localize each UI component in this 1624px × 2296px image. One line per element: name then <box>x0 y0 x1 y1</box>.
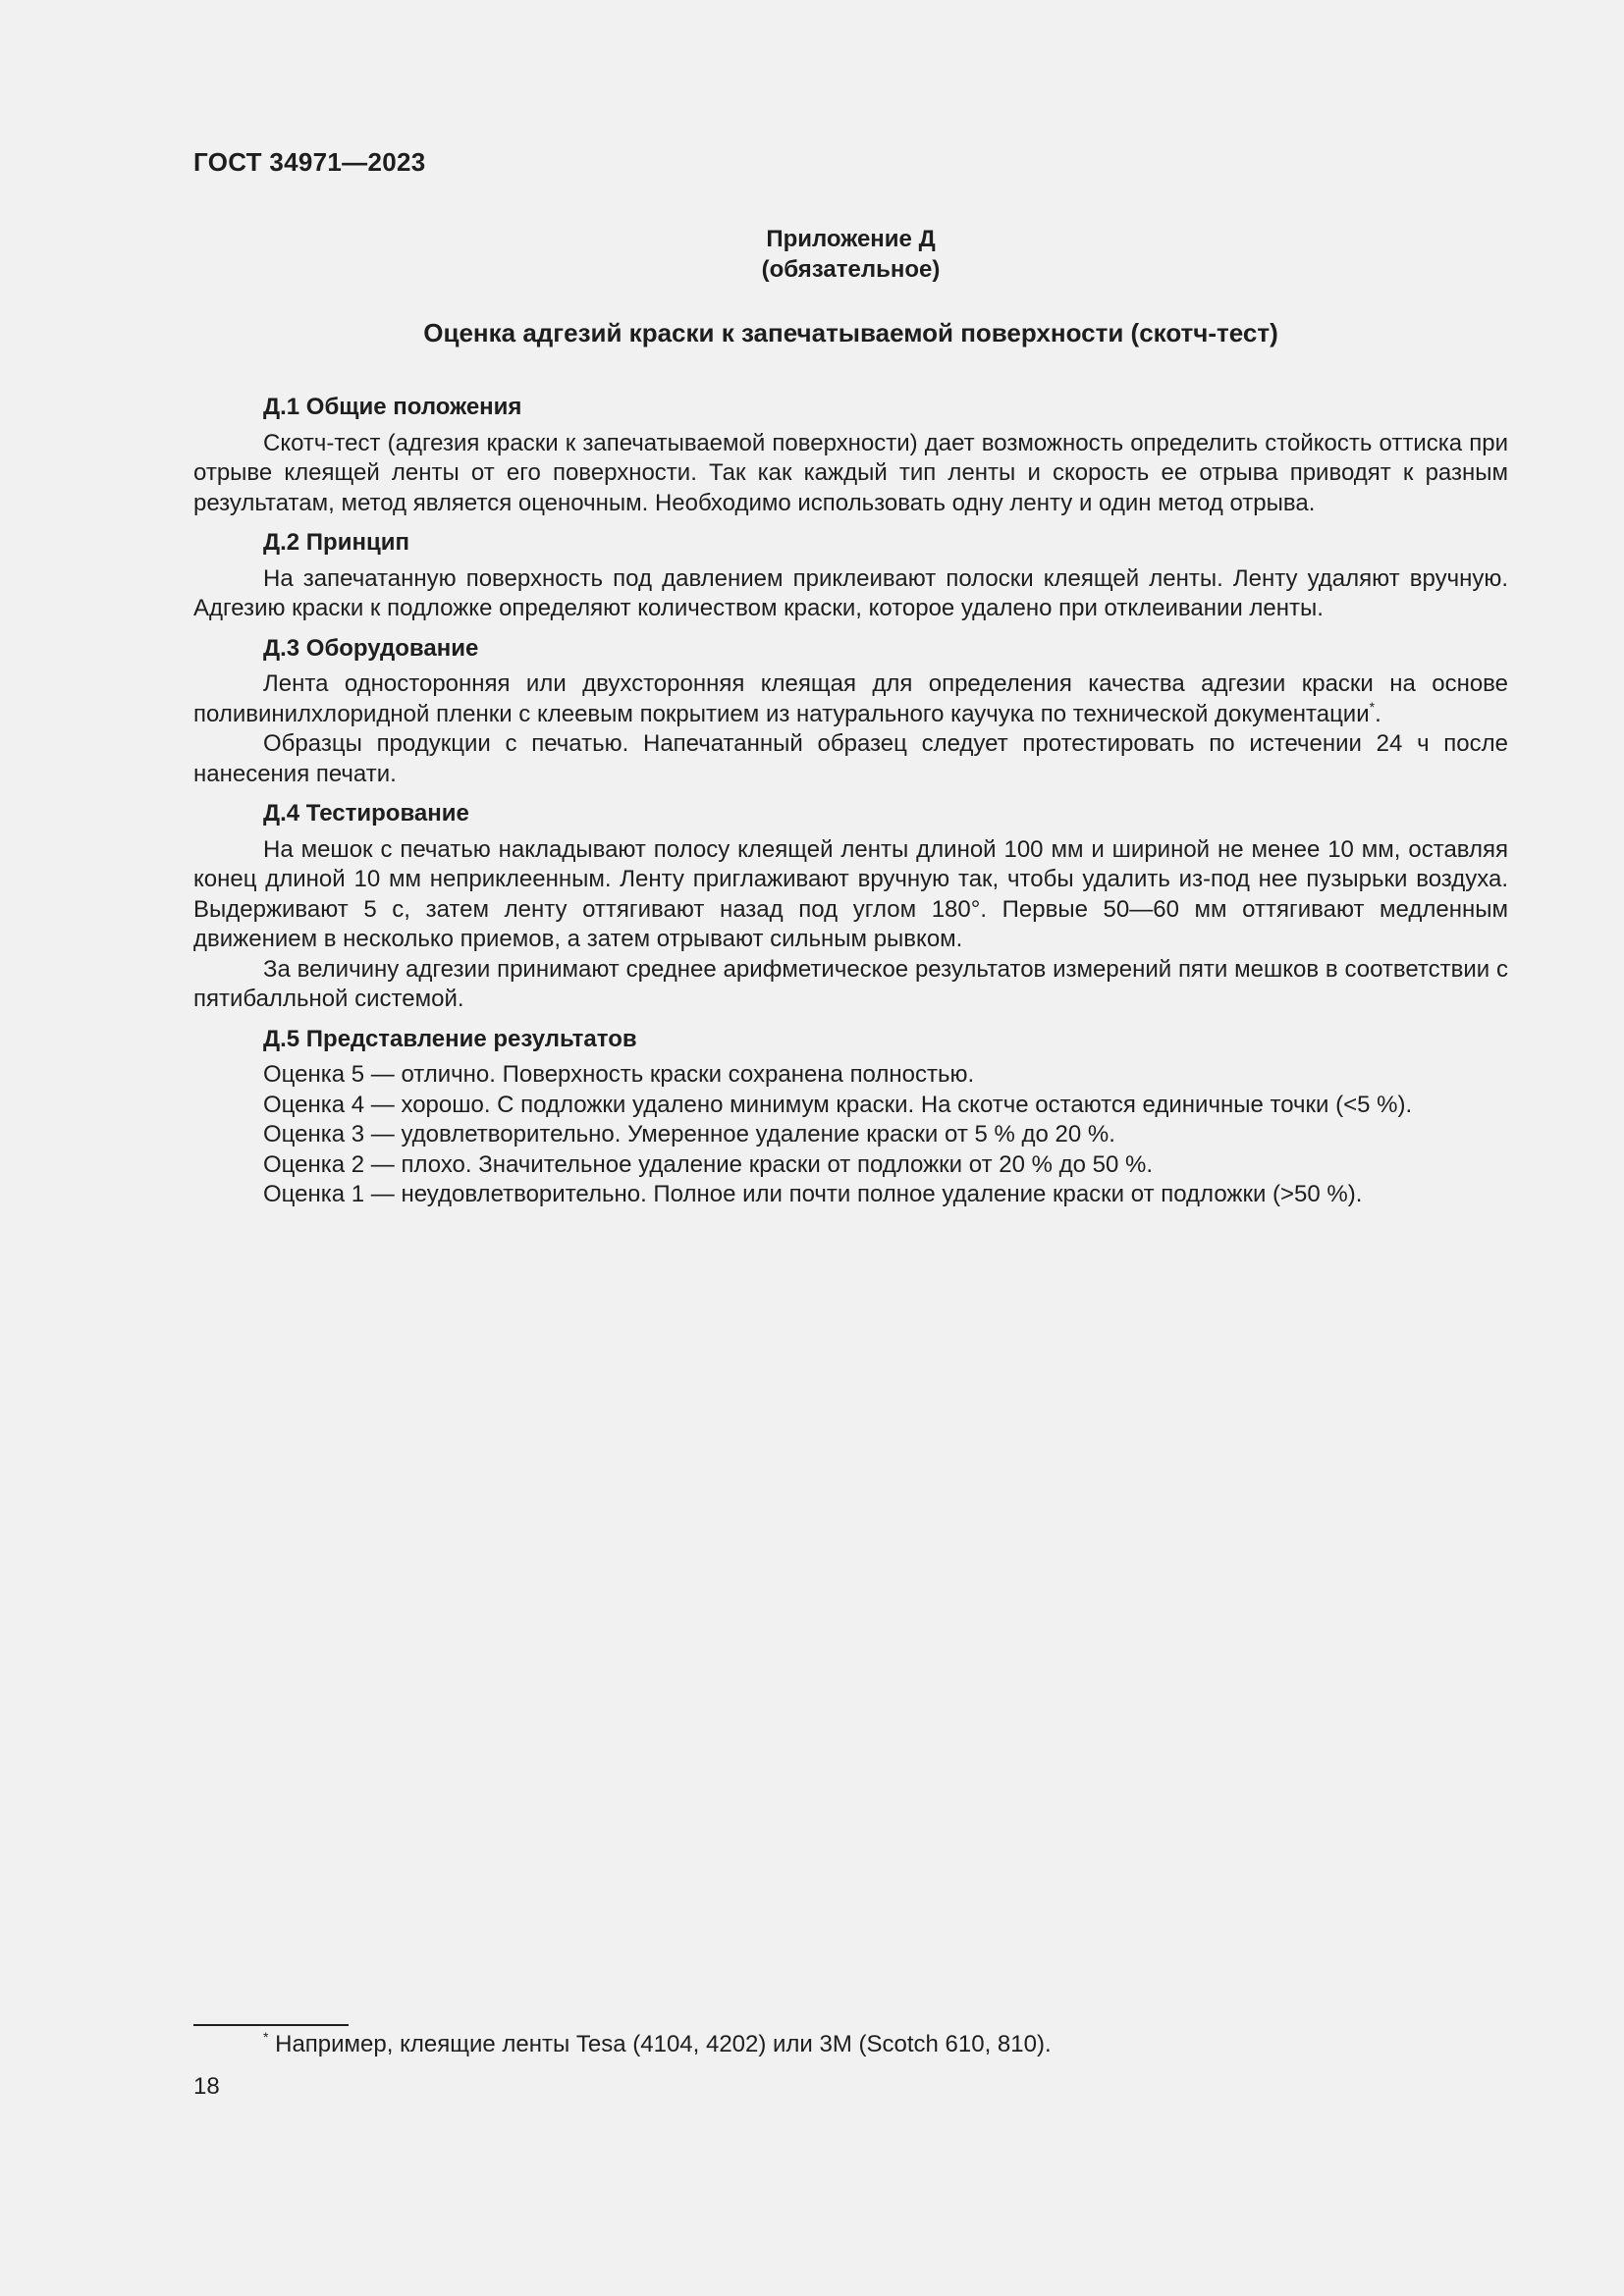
appendix-heading <box>193 224 1508 285</box>
rating-item: Оценка 4 — хорошо. С подложки удалено минимум краски. На скотче остаются единичные точки (<5 %). <box>263 1091 1413 1118</box>
footnote-marker: * <box>263 2029 269 2045</box>
paragraph <box>193 669 1508 729</box>
paragraph-text: Лента односторонняя или двухсторонняя клеящая для определения качества адгезии краски на основе поливинилхлоридной пленки с клеевым покрытием из натурального каучука по технической документации <box>193 670 1508 727</box>
section-testing <box>193 799 1508 1015</box>
section-heading: Д.4 Тестирование <box>263 800 469 827</box>
paragraph: Скотч-тест (адгезия краски к запечатываемой поверхности) дает возможность определить стойкость оттиска при отрыве клеящей ленты от его поверхности. Так как каждый тип ленты и скорость ее отрыва приводят к разным результатам, метод является оценочным. Необходимо использовать одну ленту и один метод отрыва. <box>193 429 1508 516</box>
rating-item: Оценка 2 — плохо. Значительное удаление краски от подложки от 20 % до 50 %. <box>263 1150 1153 1178</box>
rating-item: Оценка 3 — удовлетворительно. Умеренное удаление краски от 5 % до 20 %. <box>263 1121 1115 1148</box>
section-general <box>193 393 1508 518</box>
paragraph-end: . <box>1375 700 1381 727</box>
page-number: 18 <box>193 2073 220 2100</box>
standard-code: ГОСТ 34971—2023 <box>193 147 426 177</box>
appendix-status: (обязательное) <box>761 256 941 283</box>
paragraph: Образцы продукции с печатью. Напечатанный образец следует протестировать по истечении 24 ч после нанесения печати. <box>193 730 1508 787</box>
footnote-text: Например, клеящие ленты Tesa (4104, 4202) или 3M (Scotch 610, 810). <box>275 2031 1052 2057</box>
section-principle <box>193 528 1508 624</box>
footnote-marker: * <box>1369 698 1376 715</box>
section-equipment <box>193 634 1508 790</box>
section-results <box>193 1025 1508 1210</box>
paragraph: На запечатанную поверхность под давлением приклеивают полоски клеящей ленты. Ленту удаляют вручную. Адгезию краски к подложке определяют количеством краски, которое удалено при отклеивании ленты. <box>193 564 1508 621</box>
rating-item: Оценка 1 — неудовлетворительно. Полное или почти полное удаление краски от подложки (>50 %). <box>263 1181 1363 1207</box>
document-body <box>193 393 1508 1220</box>
paragraph: На мешок с печатью накладывают полосу клеящей ленты длиной 100 мм и шириной не менее 10 мм, оставляя конец длиной 10 мм неприклеенным. Ленту приглаживают вручную так, чтобы удалить из-под нее пузырьки воздуха. Выдерживают 5 с, затем ленту оттягивают назад под углом 180°. Первые 50—60 мм оттягивают медленным движением в несколько приемов, а затем отрывают сильным рывком. <box>193 835 1508 952</box>
footnote-divider <box>193 2024 349 2026</box>
section-heading: Д.3 Оборудование <box>263 634 479 662</box>
paragraph: За величину адгезии принимают среднее арифметическое результатов измерений пяти мешков в соответствии с пятибалльной системой. <box>193 955 1508 1012</box>
appendix-title: Оценка адгезий краски к запечатываемой поверхности (скотч-тест) <box>423 318 1278 347</box>
appendix-label: Приложение Д <box>766 226 936 252</box>
footnote <box>263 2030 1052 2059</box>
section-heading: Д.1 Общие положения <box>263 394 522 420</box>
section-heading: Д.5 Представление результатов <box>263 1025 637 1052</box>
rating-item: Оценка 5 — отлично. Поверхность краски сохранена полностью. <box>263 1061 975 1088</box>
section-heading: Д.2 Принцип <box>263 529 409 556</box>
